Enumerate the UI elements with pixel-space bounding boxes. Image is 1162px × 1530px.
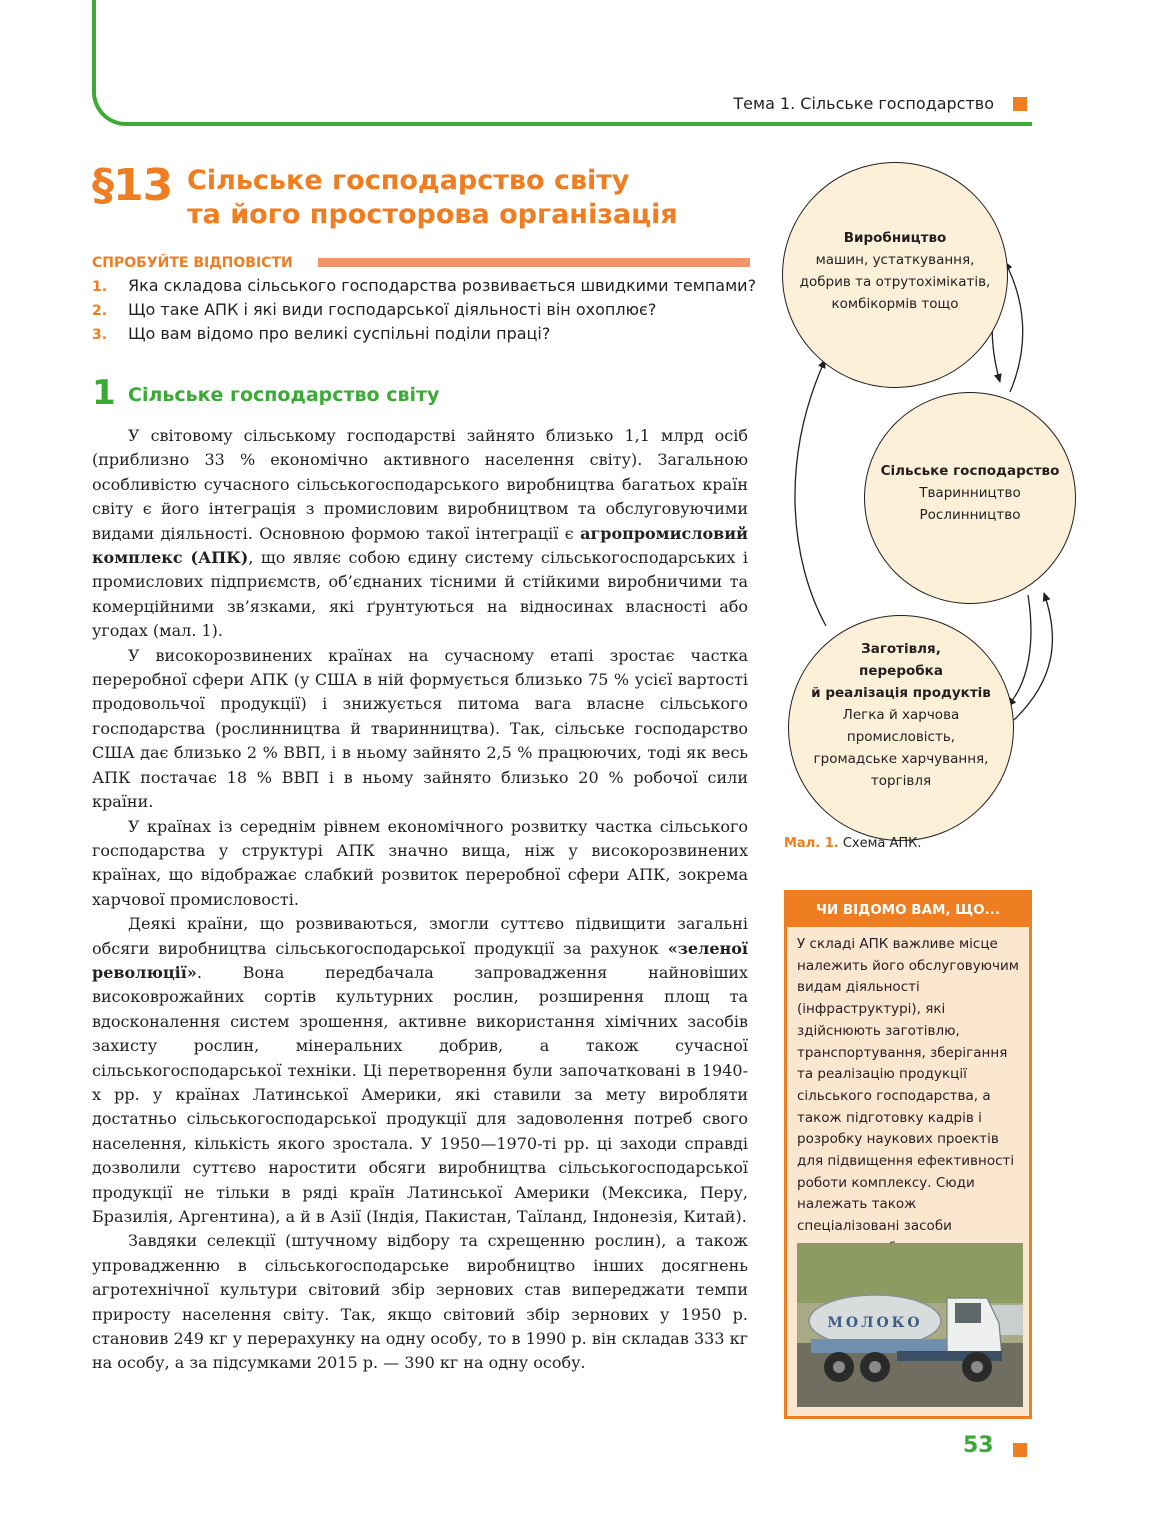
circle-line: Рослинництво xyxy=(919,507,1021,523)
paragraph-number: §13 xyxy=(92,160,173,211)
did-you-know-text: У складі АПК важливе місце належить його обслуговуючим видам діяльності (інфраструктурі), які здійснюють заготівлю, транспортування, зберігання та реалізацію продукції сільського господарства, а також підготовку кадрів і розробку наукових проектів для підвищення ефективності роботи комплексу. Сюди належать також спеціалізовані засоби xyxy=(797,936,1019,1235)
question-text: Що вам відомо про великі суспільні поділи праці? xyxy=(128,324,551,343)
arrow-left-loop xyxy=(795,360,826,626)
text-run: Деякі країни, що розвиваються, змогли суттєво підвищити загальні обсяги виробництва сільськогосподарської продукції за рахунок xyxy=(92,914,748,958)
page-marker xyxy=(1013,1443,1027,1457)
question-number: 2. xyxy=(92,303,108,319)
try-answer-heading: СПРОБУЙТЕ ВІДПОВІСТИ xyxy=(92,255,293,271)
header-topic: Тема 1. Сільське господарство xyxy=(733,94,994,113)
question-text: Що таке АПК і які види господарської діяльності він охоплює? xyxy=(128,300,657,319)
circle-title: Заготівля, xyxy=(861,641,941,657)
circle-line: добрив та отрутохімікатів, xyxy=(799,274,991,290)
question-text: Яка складова сільського господарства розвивається швидкими темпами? xyxy=(128,276,757,295)
caption-label: Мал. 1. xyxy=(784,836,839,851)
term-green-revolution: «зеленої революції» xyxy=(92,938,748,982)
circle-title: Виробництво xyxy=(843,230,947,246)
milk-truck-illustration xyxy=(797,1243,1023,1407)
circle-agriculture xyxy=(864,392,1076,604)
figure-caption xyxy=(784,836,922,851)
circle-line: торгівля xyxy=(870,773,932,789)
circle-title: Сільське господарство xyxy=(880,463,1060,479)
text-run: У світовому сільському господарстві зайнято близько 1,1 млрд осіб (приблизно 33 % економічно активного населення світу). Загальною особливістю сучасного сільськогосподарського виробництва багатьох країн світу є його інтеграція з промисловим виробництвом та обслуговуючими видами діяльності. Основною формою такої інтеграції є xyxy=(92,426,748,543)
circle-title: й реалізація продуктів xyxy=(811,685,991,701)
text-run: . Вона передбачала запровадження найновіших високоврожайних сортів культурних рослин, розширення площ та вдосконалення систем зрошення, активне використання хімічних засобів захисту рослин, мінеральних добрив, а також сучасної сільськогосподарської техніки. Ці перетворення були започатковані в 1940-х рр. у країнах Латинської Америки, які ставили за мету виробляти достатньо сільськогосподарської продукції для задоволення потреб свого населення, кількість якого зростала. У 1950—1970-ті рр. ці заходи справді дозволили суттєво наростити обсяги виробництва сільськогосподарської продукції не тільки в ряді країн Латинської Америки (Мексика, Перу, Бразилія, Аргентина), а й в Азії (Індія, Пакистан, Таїланд, Індонезія, Китай). xyxy=(92,962,748,1226)
term-apk: агропромисловий комплекс (АПК) xyxy=(92,523,748,568)
arrow-bottom-right xyxy=(1014,593,1052,720)
text-run: , що являє собою єдину систему сільськогосподарських і промислових підприємств, об’єднаних тісними й стійкими виробничими та комерційними зв’язками, які ґрунтуються на відносинах власності або угодах (мал. 1). xyxy=(92,548,749,641)
question-number: 1. xyxy=(92,279,108,295)
section-number: 1 xyxy=(92,373,116,413)
truck-label: МОЛОКО xyxy=(827,1315,923,1331)
paragraph-3: У країнах із середнім рівнем економічного розвитку частка сільського господарства у структурі АПК значно вища, ніж у високорозвинених країнах, що відображає слабкий розвиток переробної сфери АПК, зокрема харчової промисловості. xyxy=(92,816,748,909)
circle-line: промисловість, xyxy=(846,729,956,745)
caption-text: Схема АПК. xyxy=(842,836,922,851)
paragraph-2: У високорозвинених країнах на сучасному етапі зростає частка переробної сфери АПК (у США в ній формується близько 75 % усієї вартості продовольчої продукції) і знижується питома вага власне сільського господарства (рослинництва й тваринництва). Так, сільське господарство США дає близько 2 % ВВП, і в ньому зайнято 2,5 % працюючих, тоді як весь АПК постачає 18 % ВВП і в ньому зайнято близько 20 % робочої сили країни. xyxy=(92,645,748,812)
circle-line: Легка й харчова xyxy=(842,707,960,723)
circle-processing xyxy=(788,615,1014,841)
circle-line: комбікормів тощо xyxy=(831,296,959,312)
circle-production xyxy=(782,162,1008,388)
circle-line: Тваринництво xyxy=(919,485,1021,501)
did-you-know-box xyxy=(784,890,1032,1419)
circle-line: громадське харчування, xyxy=(813,751,989,767)
question-number: 3. xyxy=(92,327,108,343)
circle-line: машин, устаткування, xyxy=(815,252,975,268)
page-number: 53 xyxy=(963,1433,994,1458)
title-line-2: та його просторова організація xyxy=(187,199,678,230)
circle-title: переробка xyxy=(859,663,943,679)
title-line-1: Сільське господарство світу xyxy=(187,165,630,196)
section-title: Сільське господарство світу xyxy=(128,384,440,406)
milk-truck-photo xyxy=(797,1243,1023,1407)
did-you-know-heading: ЧИ ВІДОМО ВАМ, ЩО... xyxy=(787,893,1029,927)
paragraph-5: Завдяки селекції (штучному відбору та схрещенню рослин), а також упровадженню в сільськогосподарське виробництво інших досягнень агротехнічної культури світовий збір зернових став випереджати темпи приросту населення світу. Так, якщо світовий збір зернових у 1950 р. становив 249 кг у перерахунку на одну особу, то в 1990 р. він складав 333 кг на особу, а за підсумками 2015 р. — 390 кг на одну особу. xyxy=(92,1231,748,1373)
